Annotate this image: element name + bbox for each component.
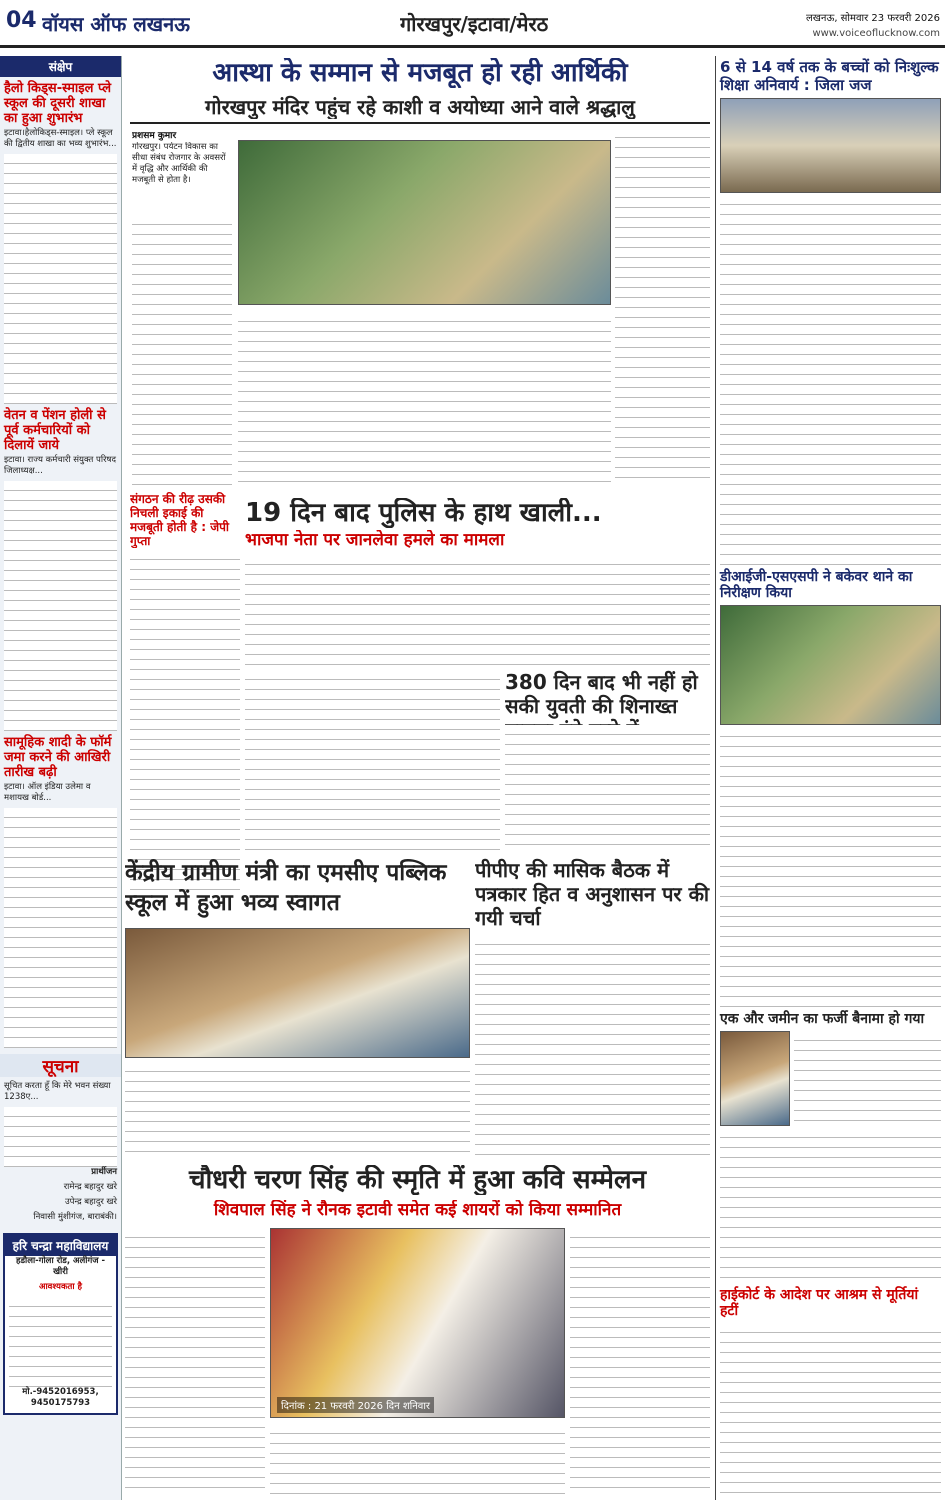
kavi-stage-photo <box>270 1228 565 1418</box>
lead-intro-text: गोरखपुर। पर्यटन विकास का सीधा संबंध रोजगार के अवसरों में वृद्धि और आर्थिकी की मजबूती से होता है। <box>132 142 226 185</box>
sidebar-headline: हैलो किड्स-स्माइल प्ले स्कूल की दूसरी शाखा का हुआ शुभारंभ <box>4 81 112 126</box>
ad-title: हरि चन्द्रा महाविद्यालय <box>5 1235 116 1256</box>
page-number: 04 <box>6 8 37 33</box>
dig-headline: डीआईजी-एसएसपी ने बकेवर थाने का निरीक्षण किया <box>720 569 913 601</box>
text-filler <box>505 725 710 850</box>
notice-text: सूचित करता हूँ कि मेरे भवन संख्या 1238ए... <box>4 1081 111 1102</box>
notice-title: सूचना <box>0 1054 121 1077</box>
school-event-photo <box>125 928 470 1058</box>
text-filler <box>9 1297 112 1387</box>
woman-photo <box>720 1031 790 1126</box>
edu-headline: 6 से 14 वर्ष तक के बच्चों को निःशुल्क शिक्षा अनिवार्य : जिला जज <box>720 58 939 94</box>
text-filler <box>720 195 941 565</box>
notice-sign-label: प्रार्थीजन <box>91 1167 117 1177</box>
newspaper-brand: वॉयस ऑफ लखनऊ <box>42 12 190 36</box>
text-filler <box>270 1424 565 1494</box>
sidebar-text: इटावा।हैलोकिड्स-स्माइल। प्ले स्कूल की द्वितीय शाखा का भव्य शुभारंभ... <box>4 128 117 149</box>
text-filler <box>4 1107 117 1167</box>
kavi-headline: चौधरी चरण सिंह की स्मृति में हुआ कवि सम्मेलन <box>188 1165 647 1195</box>
pipiye-headline: पीपीए की मासिक बैठक में पत्रकार हित व अनुशासन पर की गयी चर्चा <box>475 858 710 930</box>
right-column <box>715 56 945 1500</box>
masthead <box>0 0 945 48</box>
text-filler <box>720 1323 941 1500</box>
kendriya-headline: केंद्रीय ग्रामीण मंत्री का एमसीए पब्लिक स्कूल में हुआ भव्य स्वागत <box>125 860 447 916</box>
dateline: लखनऊ, सोमवार 23 फरवरी 2026 <box>805 13 940 24</box>
temple-aerial-photo <box>238 140 611 305</box>
lead-headline: आस्था के सम्मान से मजबूत हो रही आर्थिकी <box>212 58 628 88</box>
yuvati-headline: 380 दिन बाद भी नहीं हो सकी युवती की शिनाख्त <box>505 670 698 718</box>
police-station-photo <box>720 605 941 725</box>
ad-address: हडौला-गोला रोड, अलीगंज - खीरी <box>15 1256 106 1277</box>
text-filler <box>720 727 941 1007</box>
text-filler <box>4 481 117 731</box>
ad-phone: मो.-9452016953, 9450175793 <box>22 1387 99 1408</box>
land-headline: एक और जमीन का फर्जी बैनामा हो गया <box>720 1011 925 1027</box>
sidebar-tag: संक्षेप <box>0 56 121 77</box>
sidebar-text: इटावा। ऑल इंडिया उलेमा व मशायख बोर्ड... <box>4 782 91 803</box>
text-filler <box>794 1031 941 1126</box>
notice-sign: रामेन्द्र बहादुर खरे <box>63 1182 117 1192</box>
kavi-subhead: शिवपाल सिंह ने रौनक इटावी समेत कई शायरों को किया सम्मानित <box>213 1200 622 1220</box>
sidebar-headline: सामूहिक शादी के फॉर्म जमा करने की आखिरी तारीख बढ़ी <box>4 735 112 780</box>
divider <box>130 122 710 124</box>
lead-byline: प्रशसम कुमार <box>132 131 177 141</box>
sidebar-text: इटावा। राज्य कर्मचारी संयुक्त परिषद जिलाध्यक्ष... <box>4 455 116 476</box>
text-filler <box>125 1228 265 1493</box>
text-filler <box>125 1062 470 1157</box>
notice-sign: उपेन्द्र बहादुर खरे <box>64 1197 117 1207</box>
police-headline: 19 दिन बाद पुलिस के हाथ खाली... <box>245 498 602 528</box>
court-event-photo <box>720 98 941 193</box>
kavi-banner-text: दिनांक : 21 फरवरी 2026 दिन शनिवार <box>277 1397 434 1413</box>
ad-vacancy: आवश्यकता है <box>38 1282 82 1292</box>
text-filler <box>132 215 232 485</box>
text-filler <box>475 935 710 1157</box>
sidebar <box>0 56 122 1500</box>
text-filler <box>245 670 500 850</box>
text-filler <box>615 128 710 483</box>
sidebar-headline: वेतन व पेंशन होली से पूर्व कर्मचारियों को दिलायें जाये <box>4 408 106 453</box>
sangathan-headline: संगठन की रीढ़ उसकी निचली इकाई की मजबूती होती है : जेपी गुप्ता <box>130 492 230 548</box>
text-filler <box>245 555 710 665</box>
court-headline: हाईकोर्ट के आदेश पर आश्रम से मूर्तियां हटीं <box>720 1287 919 1319</box>
lead-subhead: गोरखपुर मंदिर पहुंच रहे काशी व अयोध्या आने वाले श्रद्धालु <box>205 95 635 119</box>
land-story <box>720 1031 941 1126</box>
text-filler <box>4 154 117 404</box>
text-filler <box>570 1228 710 1493</box>
website: www.voiceoflucknow.com <box>812 28 940 39</box>
college-ad <box>3 1233 118 1415</box>
text-filler <box>720 1128 941 1283</box>
police-subhead: भाजपा नेता पर जानलेवा हमले का मामला <box>245 530 505 550</box>
text-filler <box>130 550 240 890</box>
notice-address: निवासी मुंशीगंज, बाराबंकी। <box>33 1212 117 1222</box>
text-filler <box>4 808 117 1048</box>
text-filler <box>238 312 611 482</box>
edition-cities: गोरखपुर/इटावा/मेरठ <box>400 12 549 36</box>
